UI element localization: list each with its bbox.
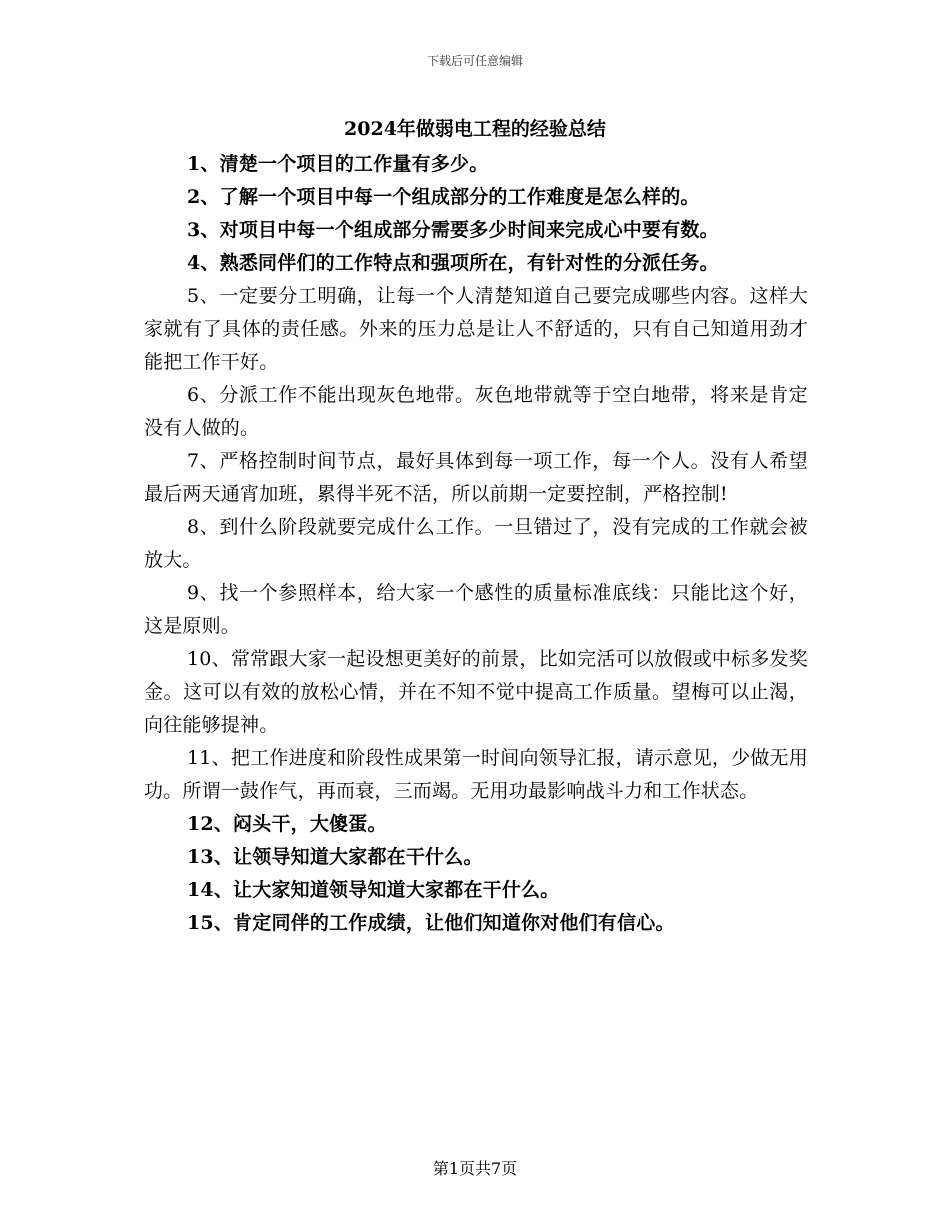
- paragraph: 9、找一个参照样本，给大家一个感性的质量标准底线：只能比这个好，这是原则。: [144, 582, 808, 637]
- paragraph: 12、闷头干，大傻蛋。: [187, 813, 387, 835]
- paragraph: 7、严格控制时间节点，最好具体到每一项工作，每一个人。没有人希望最后两天通宵加班，累得半死不活，所以前期一定要控制，严格控制!: [144, 450, 808, 505]
- document-body: [144, 148, 808, 940]
- paragraph: 8、到什么阶段就要完成什么工作。一旦错过了，没有完成的工作就会被放大。: [144, 516, 808, 571]
- paragraph: 11、把工作进度和阶段性成果第一时间向领导汇报，请示意见，少做无用功。所谓一鼓作气，再而衰，三而竭。无用功最影响战斗力和工作状态。: [144, 747, 808, 802]
- paragraph: 13、让领导知道大家都在干什么。: [187, 846, 483, 868]
- paragraph: 4、熟悉同伴们的工作特点和强项所在，有针对性的分派任务。: [187, 252, 719, 274]
- paragraph: 1、清楚一个项目的工作量有多少。: [187, 153, 489, 175]
- paragraph: 2、了解一个项目中每一个组成部分的工作难度是怎么样的。: [187, 186, 700, 208]
- paragraph: 6、分派工作不能出现灰色地带。灰色地带就等于空白地带，将来是肯定没有人做的。: [144, 384, 808, 439]
- header-note: 下载后可任意编辑: [426, 54, 523, 68]
- paragraph: 3、对项目中每一个组成部分需要多少时间来完成心中要有数。: [187, 219, 719, 241]
- page-number-footer: 第1页共7页: [432, 1159, 518, 1178]
- paragraph: 14、让大家知道领导知道大家都在干什么。: [187, 879, 560, 901]
- paragraph: 15、肯定同伴的工作成绩，让他们知道你对他们有信心。: [187, 912, 675, 934]
- paragraph: 5、一定要分工明确，让每一个人清楚知道自己要完成哪些内容。这样大家就有了具体的责任感。外来的压力总是让人不舒适的，只有自己知道用劲才能把工作干好。: [144, 285, 808, 373]
- paragraph: 10、常常跟大家一起设想更美好的前景，比如完活可以放假或中标多发奖金。这可以有效的放松心情，并在不知不觉中提高工作质量。望梅可以止渴，向往能够提神。: [144, 648, 808, 736]
- document-title: 2024年做弱电工程的经验总结: [344, 118, 606, 140]
